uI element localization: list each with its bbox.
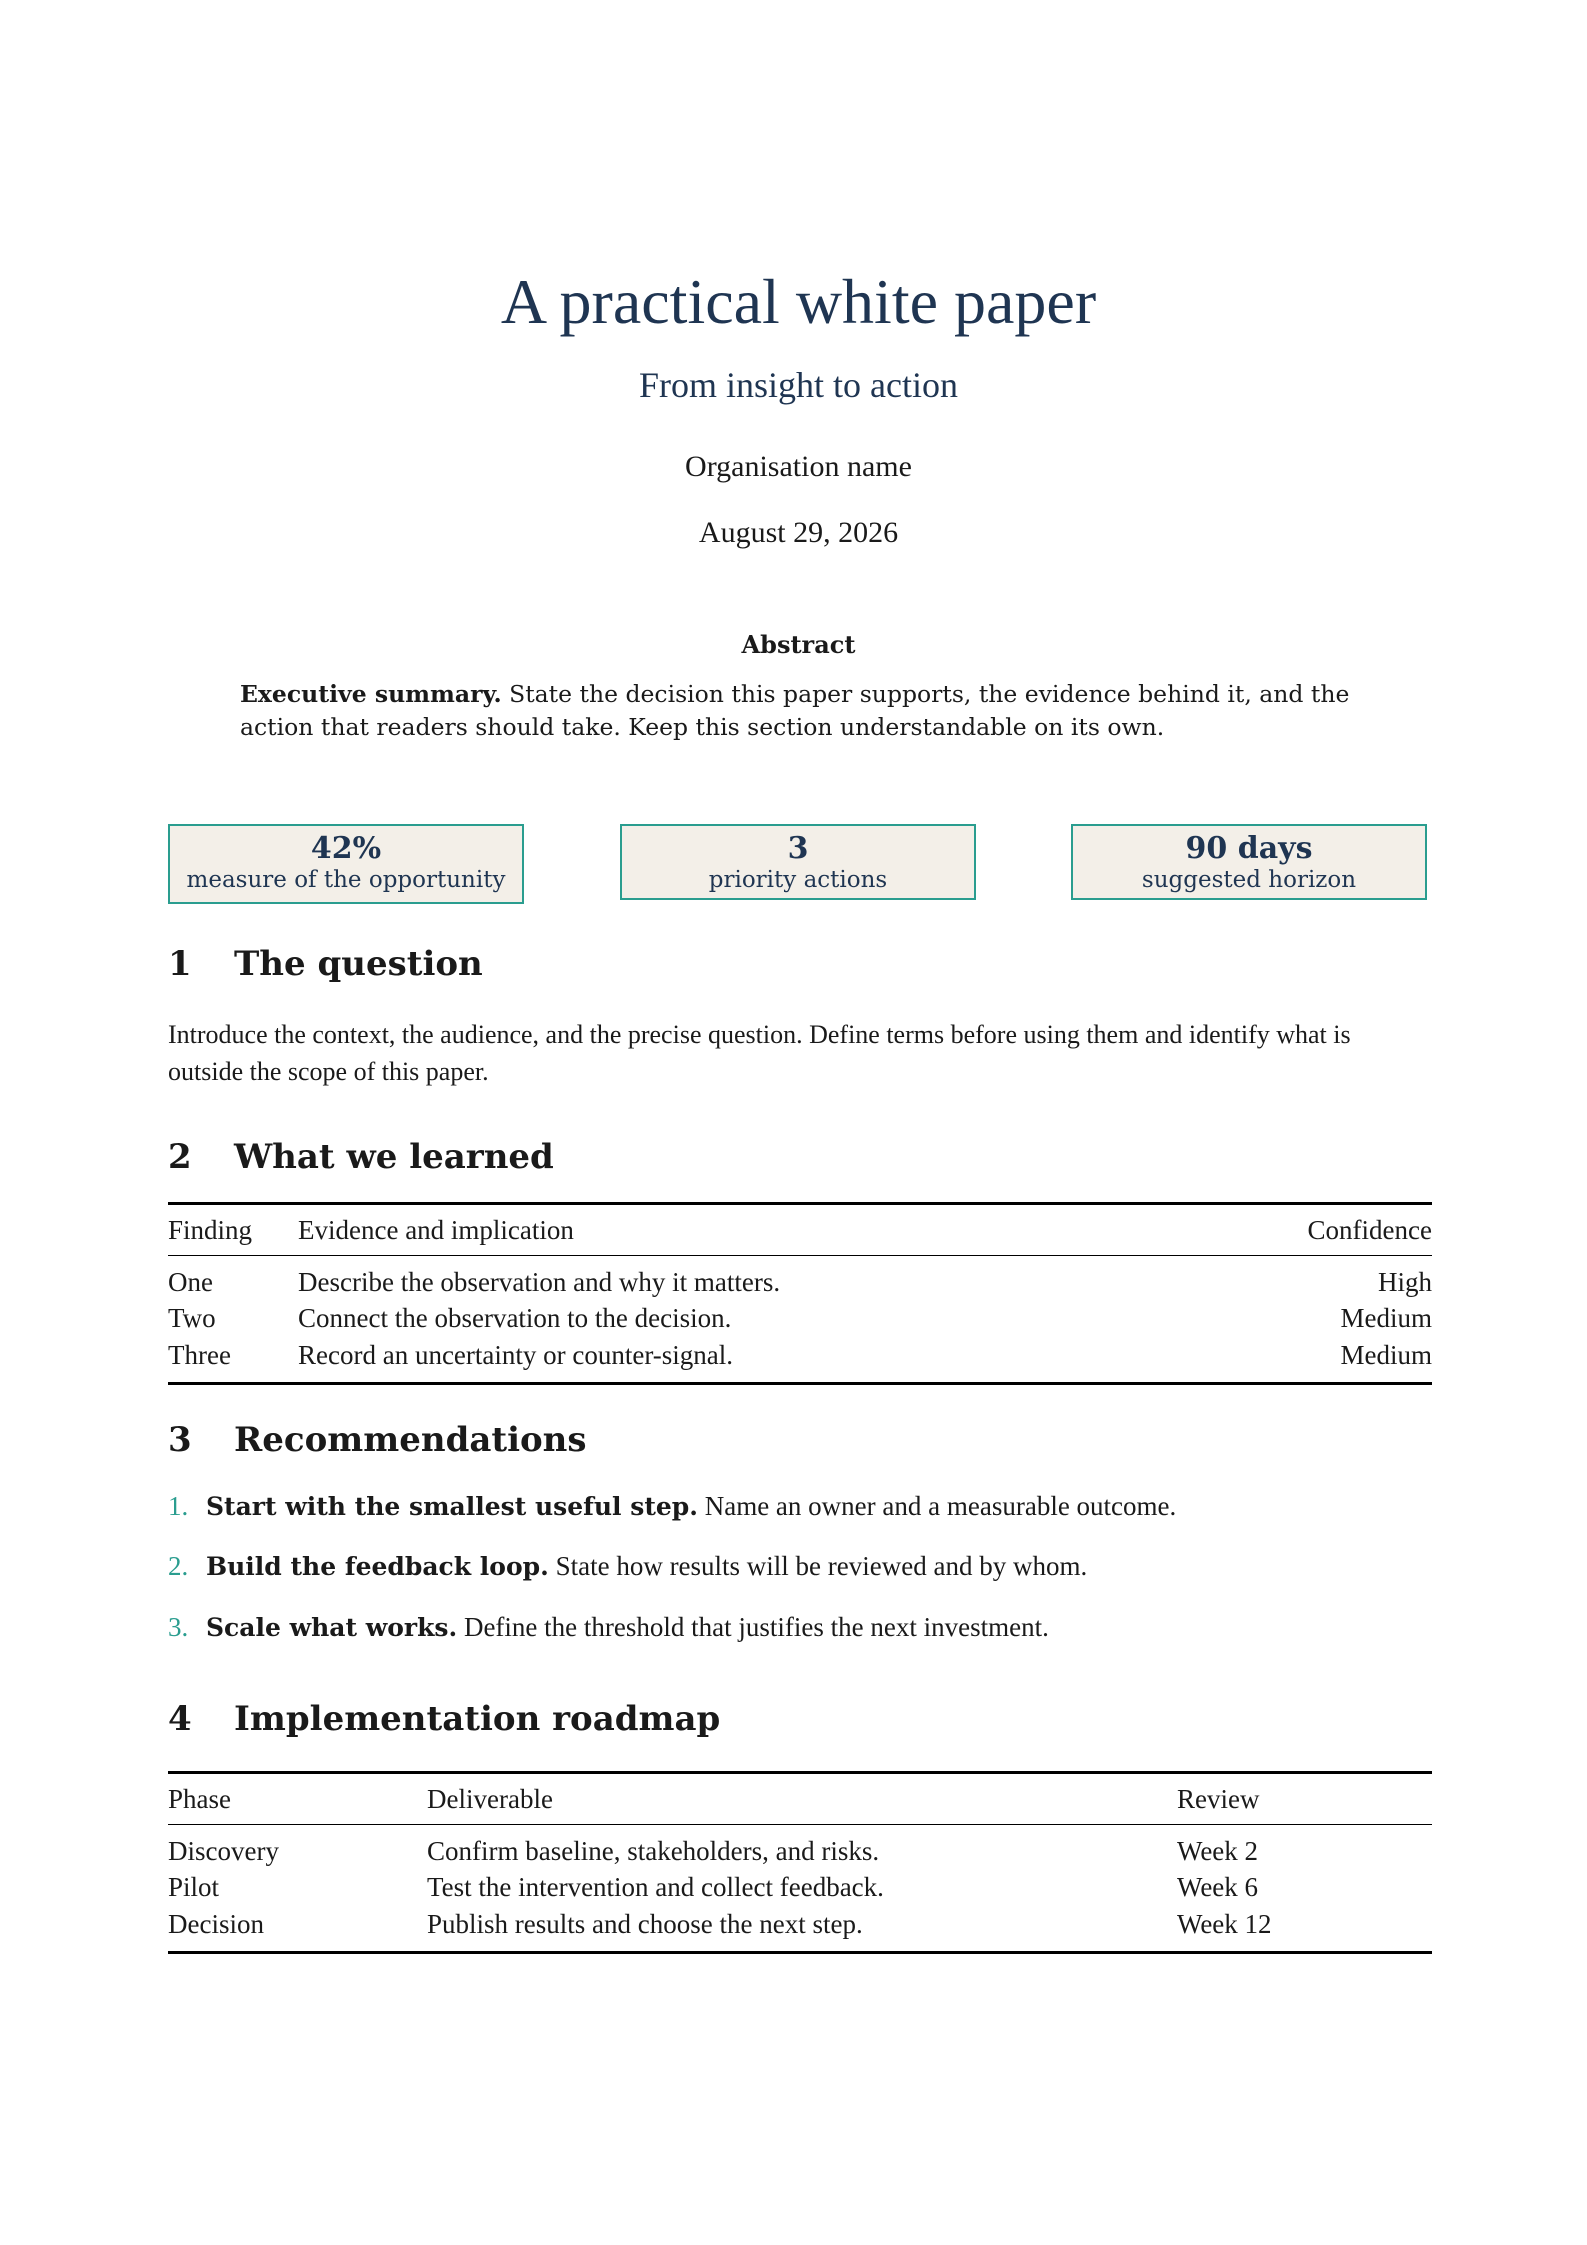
- section-number: 1: [168, 944, 192, 984]
- metric-label: measure of the opportunity: [186, 867, 506, 893]
- table-cell: Confirm baseline, stakeholders, and risks.: [427, 1835, 880, 1866]
- table-header-row: [168, 1773, 1432, 1825]
- section-title: What we learned: [234, 1137, 554, 1177]
- document-subtitle: From insight to action: [639, 365, 958, 405]
- table-cell: Three: [168, 1339, 231, 1370]
- abstract-body: [240, 678, 1358, 744]
- list-number: 3.: [168, 1612, 189, 1642]
- section-question-text: Introduce the context, the audience, and the precise question. Define terms before using them and identify what is outside the scope of this paper.: [168, 1020, 1351, 1086]
- column-header: Phase: [168, 1783, 231, 1814]
- document-title: A practical white paper: [500, 266, 1097, 337]
- table-cell: Pilot: [168, 1872, 220, 1903]
- findings-table: [168, 1202, 1432, 1385]
- list-number: 1.: [168, 1491, 189, 1521]
- roadmap-table: [168, 1771, 1432, 1954]
- table-cell: Week 6: [1177, 1872, 1259, 1903]
- metric-value: 42%: [310, 831, 382, 866]
- column-header: Finding: [168, 1214, 253, 1245]
- document-date: August 29, 2026: [698, 516, 899, 549]
- section-heading-recommendations: [168, 1420, 587, 1460]
- section-heading-learned: [168, 1137, 554, 1177]
- metric-value: 3: [787, 831, 809, 866]
- abstract-text: State the decision this paper supports, the evidence behind it, and the action that readers should take. Keep this section understandable on its own.: [240, 680, 1350, 741]
- table-header-row: [168, 1204, 1432, 1256]
- recommendation-text: Define the threshold that justifies the next investment.: [463, 1612, 1049, 1642]
- abstract-lead: Executive summary.: [240, 680, 502, 708]
- recommendation-lead: Scale what works.: [206, 1613, 458, 1642]
- table-row: [168, 1825, 1432, 1870]
- section-heading-roadmap: [168, 1699, 720, 1739]
- table-cell: Record an uncertainty or counter-signal.: [298, 1339, 734, 1370]
- metric-card-horizon: [1071, 824, 1427, 900]
- table-row: [168, 1870, 1432, 1907]
- recommendation-item: [168, 1491, 1176, 1522]
- abstract-heading: Abstract: [741, 630, 856, 659]
- table-cell: Two: [168, 1303, 216, 1334]
- table-cell: Medium: [1340, 1303, 1432, 1334]
- column-header: Review: [1177, 1783, 1260, 1814]
- table-cell: Discovery: [168, 1835, 279, 1866]
- table-row: [168, 1256, 1432, 1301]
- recommendation-item: [168, 1551, 1087, 1582]
- metric-card-actions: [620, 824, 976, 900]
- table-cell: High: [1378, 1266, 1432, 1297]
- section-title: Implementation roadmap: [234, 1699, 721, 1739]
- column-header: Deliverable: [427, 1783, 553, 1814]
- table-cell: Connect the observation to the decision.: [298, 1303, 732, 1334]
- column-header: Evidence and implication: [298, 1214, 574, 1245]
- list-number: 2.: [168, 1551, 189, 1581]
- table-cell: Test the intervention and collect feedback.: [427, 1872, 884, 1903]
- metric-value: 90 days: [1185, 831, 1313, 866]
- recommendation-text: Name an owner and a measurable outcome.: [704, 1491, 1177, 1521]
- recommendation-text: State how results will be reviewed and by whom.: [555, 1551, 1088, 1581]
- table-cell: Decision: [168, 1908, 264, 1939]
- organisation-name: Organisation name: [685, 450, 912, 483]
- section-title: The question: [234, 944, 483, 984]
- table-row: [168, 1301, 1432, 1338]
- column-header: Confidence: [1307, 1214, 1432, 1245]
- recommendation-lead: Start with the smallest useful step.: [206, 1492, 698, 1521]
- metric-card-opportunity: [168, 824, 524, 904]
- metric-label: priority actions: [708, 867, 888, 893]
- section-title: Recommendations: [234, 1420, 587, 1460]
- table-cell: Describe the observation and why it matters.: [298, 1266, 781, 1297]
- table-cell: One: [168, 1266, 213, 1297]
- section-number: 4: [168, 1699, 192, 1739]
- recommendation-item: [168, 1612, 1049, 1643]
- recommendation-lead: Build the feedback loop.: [206, 1552, 549, 1581]
- section-number: 3: [168, 1420, 192, 1460]
- section-number: 2: [168, 1137, 192, 1177]
- table-row: [168, 1906, 1432, 1952]
- table-cell: Medium: [1340, 1339, 1432, 1370]
- table-cell: Week 12: [1177, 1908, 1272, 1939]
- table-cell: Publish results and choose the next step.: [427, 1908, 863, 1939]
- table-row: [168, 1337, 1432, 1383]
- metric-label: suggested horizon: [1141, 867, 1357, 893]
- table-cell: Week 2: [1177, 1835, 1259, 1866]
- section-heading-question: [168, 944, 483, 984]
